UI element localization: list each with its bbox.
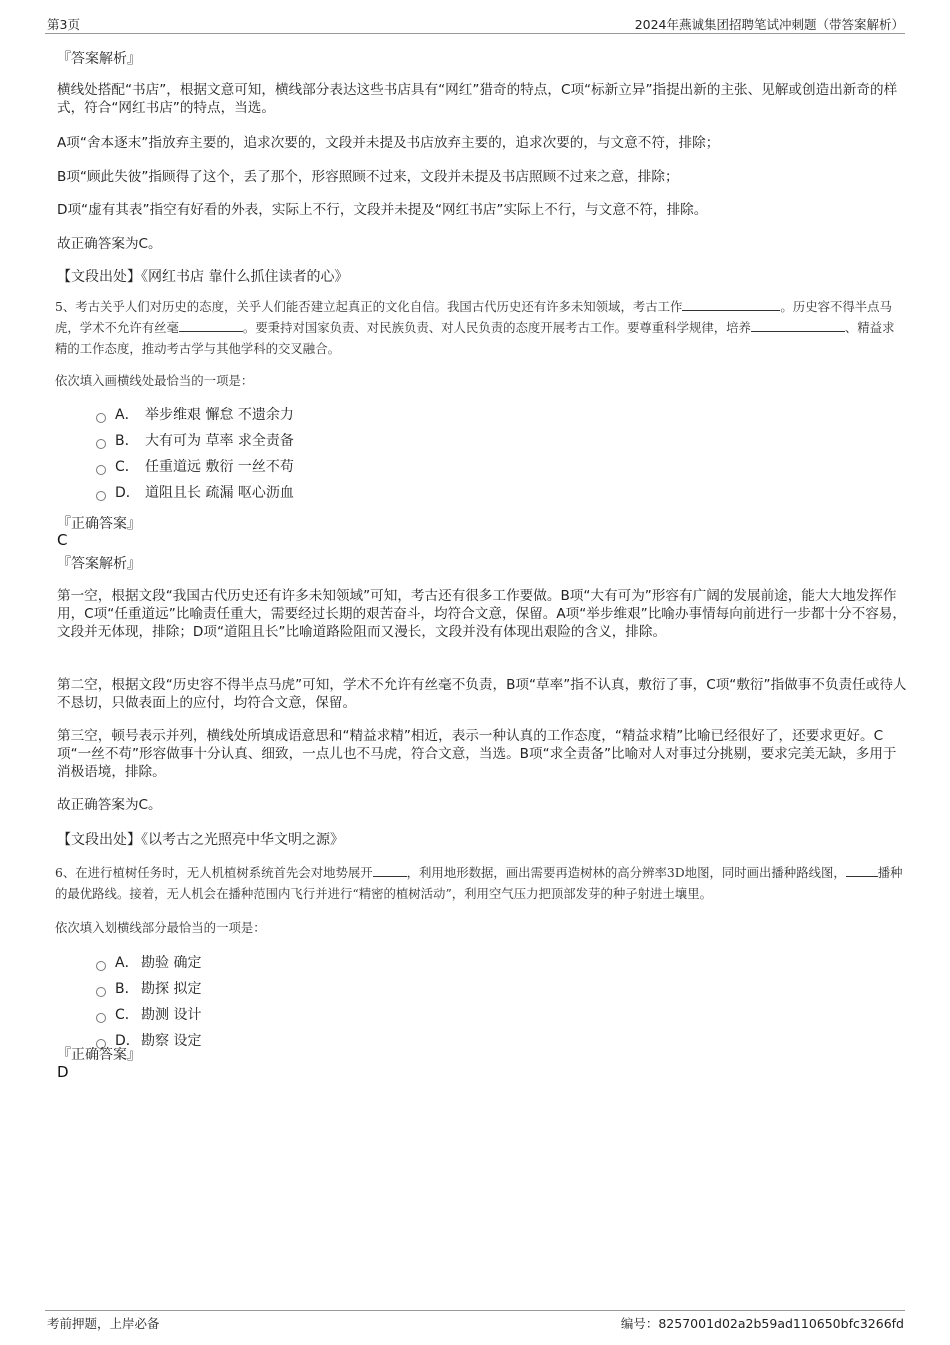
q5-analysis-paragraph-3: 第三空，顿号表示并列，横线处所填成语意思和“精益求精”相近，表示一种认真的工作态度，“精益求精”比喻已经很好了，还要求更好。C项“一丝不苟”形容做事十分认真、细致，一点儿也不马虎，符合文意，当选。B项“求全责备”比喻对人对事过分挑剔，要求完美无缺，多用于消极语境，排除。 — [57, 728, 897, 780]
q6-stem-part-2: ，利用地形数据，画出需要再造树林的高分辨率3D地图，同时画出播种路线图， — [406, 865, 846, 880]
q5-blank-1 — [682, 298, 780, 311]
q6-prompt: 依次填入划横线部分最恰当的一项是： — [55, 920, 266, 935]
q5-blank-3 — [751, 319, 845, 332]
q5-stem-part-3: 。要秉持对国家负责、对民族负责、对人民负责的态度开展考古工作。要尊重科学规律，培养 — [242, 320, 751, 335]
header-divider — [45, 33, 905, 34]
footer-slogan: 考前押题，上岸必备 — [47, 1316, 160, 1331]
q6-blank-1 — [373, 864, 407, 877]
q5-blank-2 — [179, 319, 243, 332]
q5-option-c[interactable]: C． 任重道远 敷衍 一丝不苟 — [96, 457, 294, 477]
radio-icon[interactable] — [96, 1013, 106, 1023]
q4-analysis-paragraph-1: 横线处搭配“书店”，根据文意可知，横线部分表达这些书店具有“网红”猎奇的特点，C项“标新立异”指提出新的主张、见解或创造出新奇的样式，符合“网红书店”的特点，当选。 — [57, 82, 898, 116]
source-prefix: 【文段出处】 — [57, 269, 141, 285]
q4-conclusion: 故正确答案为C。 — [57, 236, 162, 252]
q5-option-a[interactable]: A． 举步维艰 懈怠 不遗余力 — [96, 405, 294, 425]
q6-stem-part-1: 6、在进行植树任务时，无人机植树系统首先会对地势展开 — [55, 865, 373, 880]
q5-analysis-paragraph-1: 第一空，根据文段“我国古代历史还有许多未知领域”可知，考古还有很多工作要做。B项“大有可为”形容有广阔的发展前途，能大大地发挥作用，C项“任重道远”比喻责任重大，需要经过长期的艰苦奋斗，均符合文意，保留。A项“举步维艰”比喻办事情每向前进行一步都十分不容易，文段并无体现，排除；D项“道阻且长”比喻道路险阻而又漫长，文段并没有体现出艰险的含义，排除。 — [57, 588, 906, 640]
q5-source-title: 《以考古之光照亮中华文明之源》 — [141, 832, 344, 848]
q4-source-title: 《网红书店 靠什么抓住读者的心》 — [141, 269, 349, 285]
q6-option-a[interactable]: A． 勘验 确定 — [96, 953, 201, 973]
q5-option-b[interactable]: B． 大有可为 草率 求全责备 — [96, 431, 294, 451]
document-title: 2024年燕诚集团招聘笔试冲刺题（带答案解析） — [634, 17, 904, 32]
q4-analysis-paragraph-3: B项“顾此失彼”指顾得了这个，丢了那个，形容照顾不过来，文段并未提及书店照顾不过来之意，排除； — [57, 169, 679, 185]
document-code — [621, 1314, 904, 1332]
q5-stem-part-1: 5、考古关乎人们对历史的态度，关乎人们能否建立起真正的文化自信。我国古代历史还有许多未知领域，考古工作 — [55, 299, 683, 314]
correct-answer-label: 『正确答案』 — [57, 1047, 141, 1063]
analysis-label: 『答案解析』 — [57, 556, 141, 572]
code-label: 编号： — [620, 1316, 659, 1331]
q5-analysis-paragraph-2: 第二空，根据文段“历史容不得半点马虎”可知，学术不允许有丝毫不负责，B项“草率”指不认真，敷衍了事，C项“敷衍”指做事不负责任或待人不恳切，只做表面上的应付，均符合文意，保留。 — [57, 677, 907, 711]
q6-stem-part-3: 播种的最优路线。接着，无人机会在播种范围内飞行并进行“精密的植树活动”，利用空气压力把顶部发芽的种子射进土壤里。 — [55, 865, 903, 901]
source-prefix: 【文段出处】 — [57, 832, 141, 848]
q5-option-d[interactable]: D． 道阻且长 疏漏 呕心沥血 — [96, 483, 294, 503]
code-value: 8257001d02a2b59ad110650bfc3266fd — [658, 1316, 904, 1331]
radio-icon[interactable] — [96, 439, 106, 449]
q6-option-b[interactable]: B． 勘探 拟定 — [96, 979, 201, 999]
q5-prompt: 依次填入画横线处最恰当的一项是： — [55, 373, 254, 388]
q4-analysis-paragraph-2: A项“舍本逐末”指放弃主要的，追求次要的，文段并未提及书店放弃主要的，追求次要的，与文意不符，排除； — [57, 135, 720, 151]
radio-icon[interactable] — [96, 465, 106, 475]
radio-icon[interactable] — [96, 413, 106, 423]
q6-option-d[interactable]: D．勘察 设定 — [96, 1031, 201, 1051]
q5-correct-answer: C — [57, 531, 68, 549]
correct-answer-label: 『正确答案』 — [57, 516, 141, 532]
q6-stem — [55, 862, 905, 904]
radio-icon[interactable] — [96, 987, 106, 997]
q6-option-c[interactable]: C． 勘测 设计 — [96, 1005, 201, 1025]
q5-stem — [55, 296, 905, 359]
page-number: 第3页 — [47, 17, 80, 32]
q4-analysis-paragraph-4: D项“虚有其表”指空有好看的外表，实际上不行，文段并未提及“网红书店”实际上不行，与文意不符，排除。 — [57, 202, 708, 218]
radio-icon[interactable] — [96, 491, 106, 501]
analysis-label: 『答案解析』 — [57, 51, 141, 67]
q5-stem-part-2: 。历史容不得半点马虎，学术不允许有丝毫 — [55, 299, 892, 335]
q4-source — [57, 266, 348, 286]
q5-source — [57, 829, 344, 849]
footer-divider — [45, 1310, 905, 1311]
q6-blank-2 — [846, 864, 878, 877]
q5-stem-part-4: 、精益求精的工作态度，推动考古学与其他学科的交叉融合。 — [55, 320, 895, 356]
q6-correct-answer: D — [57, 1063, 69, 1081]
q5-conclusion: 故正确答案为C。 — [57, 797, 162, 813]
radio-icon[interactable] — [96, 961, 106, 971]
